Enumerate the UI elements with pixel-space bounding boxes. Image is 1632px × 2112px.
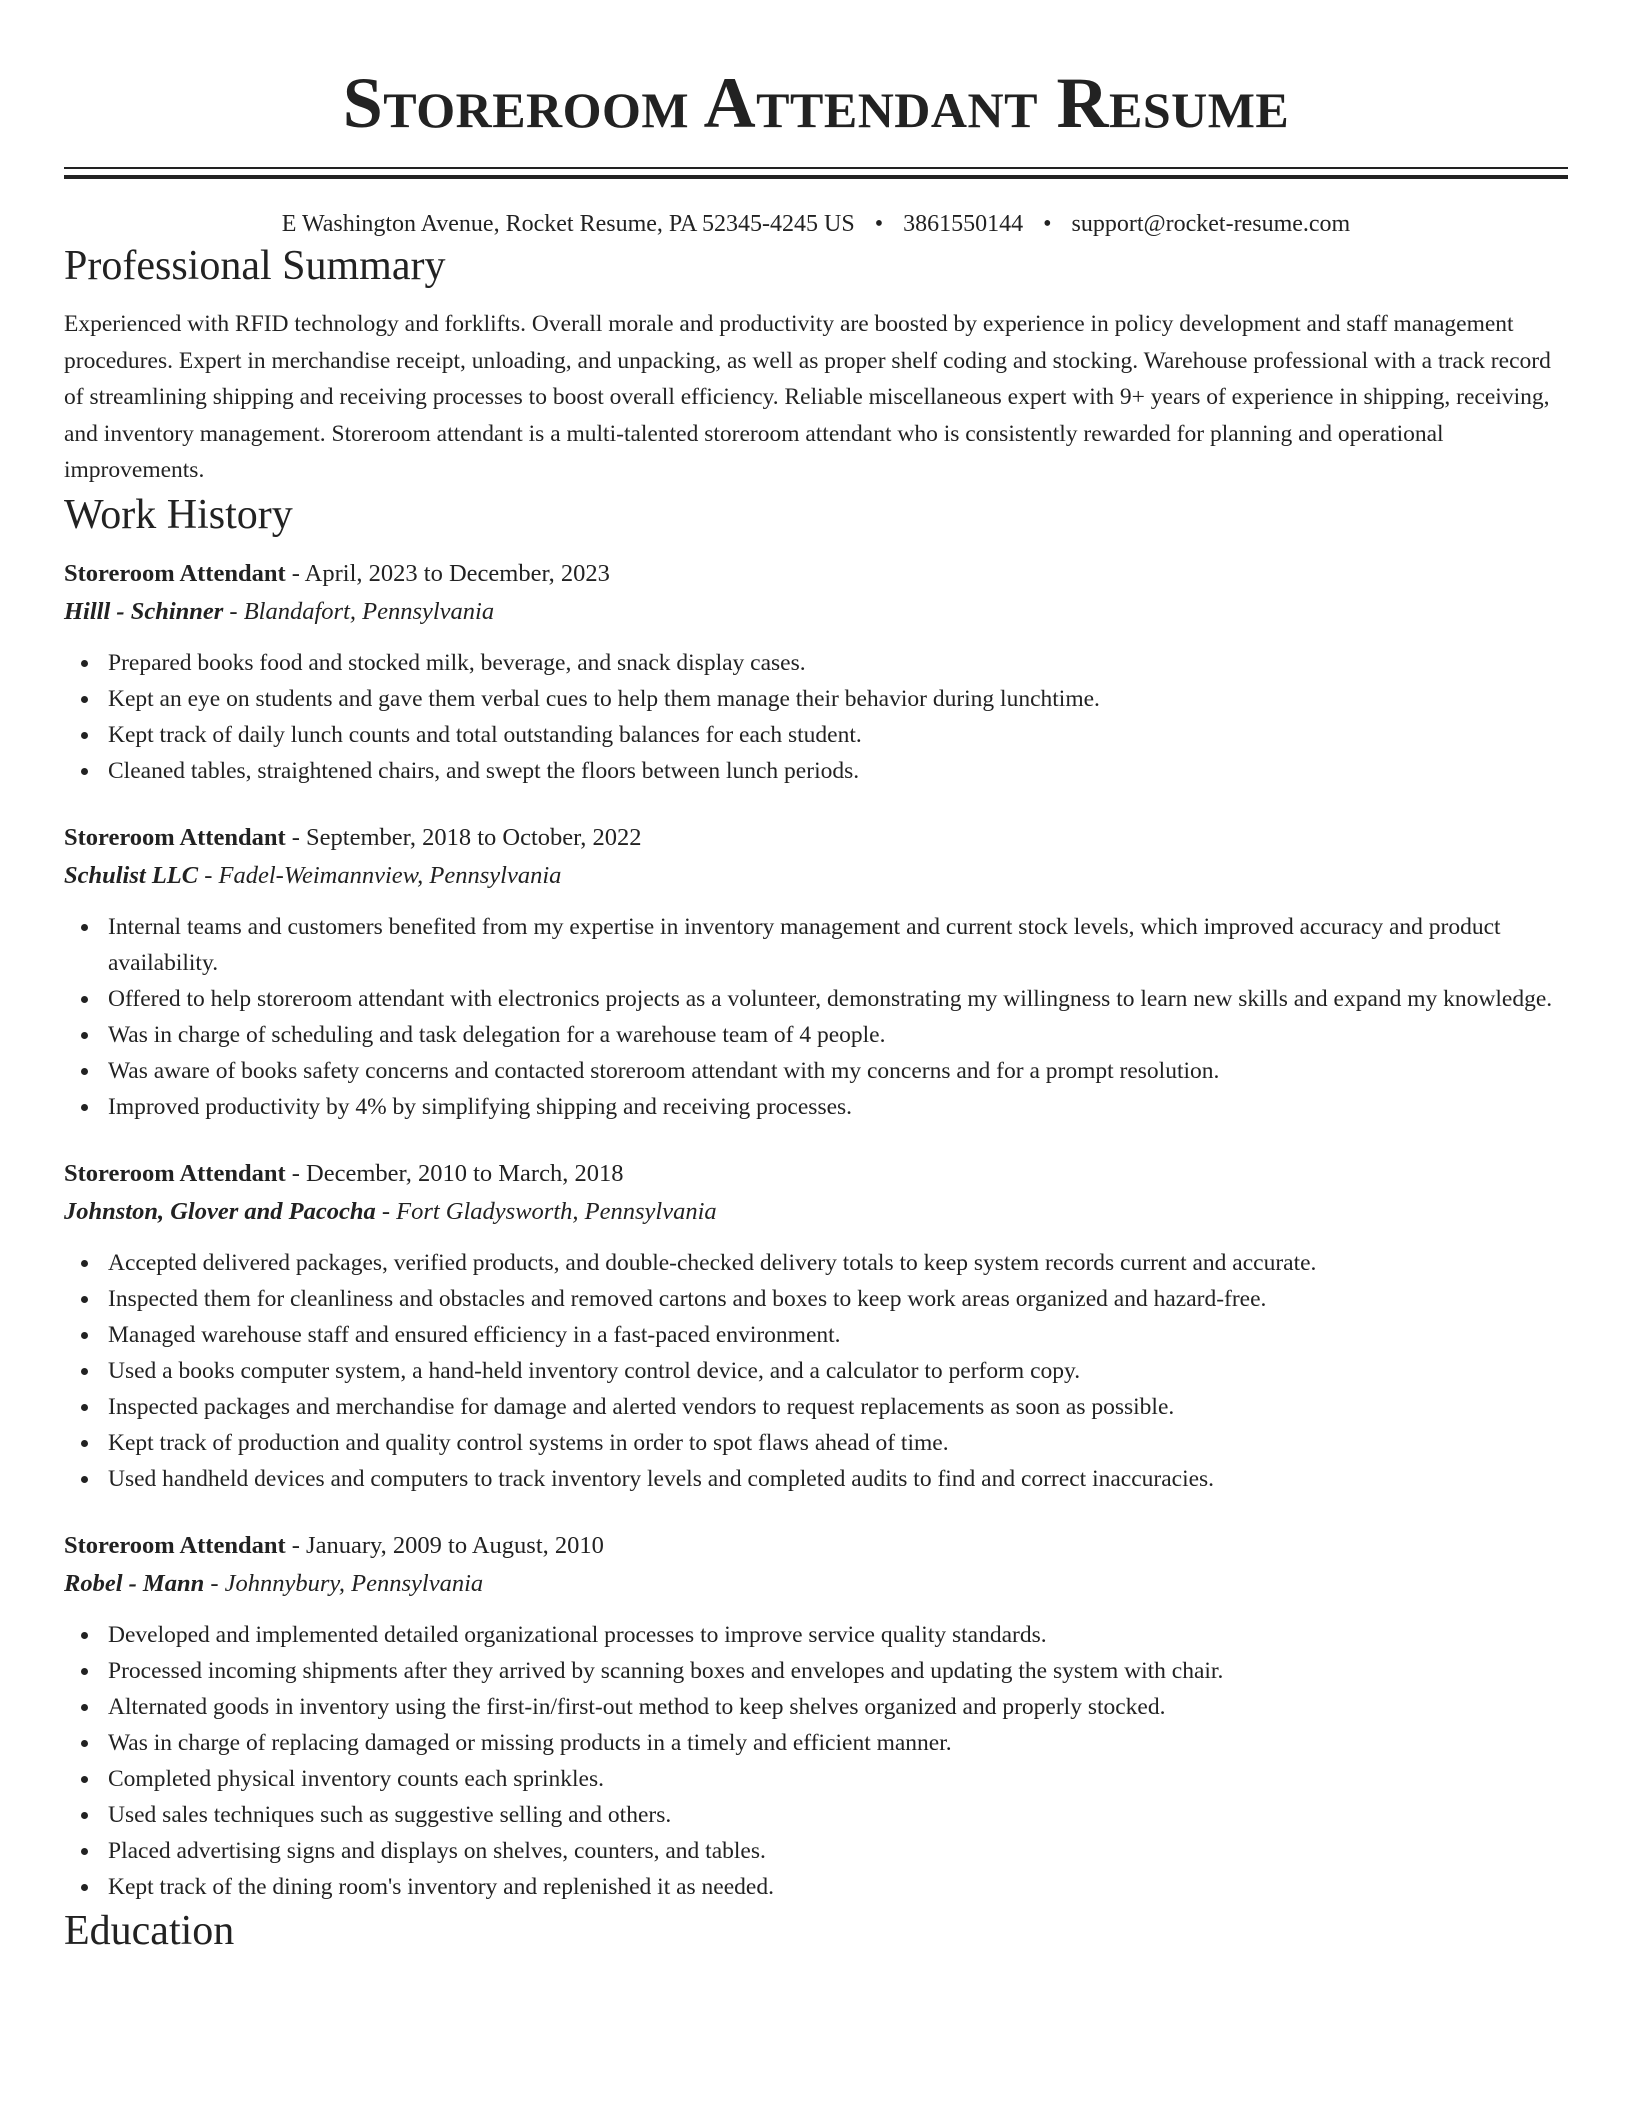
job-bullet-item: [108, 1617, 1568, 1653]
work-history-heading: Work History: [64, 491, 293, 538]
job-company-line: [64, 857, 1568, 895]
job-bullet-list: [64, 1617, 1568, 1905]
bullet-icon: [81, 1068, 88, 1075]
bullet-icon: [81, 1032, 88, 1039]
resume-title: Storeroom Attendant Resume: [342, 63, 1290, 143]
job-bullet-text: Inspected packages and merchandise for damage and alerted vendors to request replacements as soon as possible.: [108, 1393, 1175, 1420]
job-bullet-item: [108, 1089, 1568, 1125]
contact-phone: 3861550144: [903, 211, 1024, 237]
job-bullet-item: [108, 1797, 1568, 1833]
job-bullet-item: [108, 1245, 1568, 1281]
job-title-line: [64, 555, 1568, 593]
job-bullet-list: [64, 645, 1568, 789]
job-company: Robel - Mann: [64, 1569, 205, 1597]
job-bullet-item: [108, 909, 1568, 981]
job-location: - Blandafort, Pennsylvania: [223, 597, 495, 625]
job-bullet-item: [108, 1017, 1568, 1053]
bullet-icon: [81, 1296, 88, 1303]
job-bullet-list: [64, 909, 1568, 1125]
contact-separator: •: [874, 211, 884, 237]
title-divider-thin: [64, 167, 1568, 169]
bullet-icon: [81, 1740, 88, 1747]
bullet-icon: [81, 1404, 88, 1411]
job-title-line: [64, 1155, 1568, 1193]
job-dates: - April, 2023 to December, 2023: [285, 559, 610, 587]
job-entry: [64, 1155, 1568, 1497]
job-bullet-text: Kept an eye on students and gave them verbal cues to help them manage their behavior during lunchtime.: [108, 685, 1100, 712]
job-company-line: [64, 593, 1568, 631]
bullet-icon: [81, 696, 88, 703]
job-company-line: [64, 1193, 1568, 1231]
job-dates: - December, 2010 to March, 2018: [285, 1159, 624, 1187]
job-bullet-item: [108, 1461, 1568, 1497]
job-bullet-list: [64, 1245, 1568, 1497]
bullet-icon: [81, 1668, 88, 1675]
bullet-icon: [81, 1776, 88, 1783]
job-bullet-text: Was aware of books safety concerns and contacted storeroom attendant with my concerns and for a prompt resolution.: [108, 1057, 1220, 1084]
job-bullet-item: [108, 681, 1568, 717]
job-location: - Fort Gladysworth, Pennsylvania: [375, 1197, 717, 1225]
job-entry: [64, 819, 1568, 1125]
job-bullet-text: Inspected them for cleanliness and obstacles and removed cartons and boxes to keep work areas organized and hazard-free.: [108, 1285, 1267, 1312]
job-bullet-text: Cleaned tables, straightened chairs, and swept the floors between lunch periods.: [108, 757, 860, 784]
job-bullet-text: Prepared books food and stocked milk, beverage, and snack display cases.: [108, 649, 806, 676]
job-bullet-text: Placed advertising signs and displays on shelves, counters, and tables.: [108, 1837, 766, 1864]
job-location: - Fadel-Weimannview, Pennsylvania: [198, 861, 562, 889]
bullet-icon: [81, 768, 88, 775]
bullet-icon: [81, 924, 88, 931]
job-dates: - January, 2009 to August, 2010: [285, 1531, 604, 1559]
job-bullet-text: Accepted delivered packages, verified products, and double-checked delivery totals to keep system records current and accurate.: [108, 1249, 1317, 1276]
bullet-icon: [81, 1260, 88, 1267]
job-bullet-text: Used a books computer system, a hand-held inventory control device, and a calculator to perform copy.: [108, 1357, 1081, 1384]
bullet-icon: [81, 1812, 88, 1819]
resume-page: [64, 0, 1568, 1957]
job-bullet-item: [108, 1653, 1568, 1689]
bullet-icon: [81, 1632, 88, 1639]
job-company-line: [64, 1565, 1568, 1603]
job-bullet-text: Used handheld devices and computers to track inventory levels and completed audits to find and correct inaccuracies.: [108, 1465, 1215, 1492]
contact-address: E Washington Avenue, Rocket Resume, PA 52345-4245 US: [281, 211, 855, 237]
contact-email: support@rocket-resume.com: [1071, 211, 1351, 237]
job-title: Storeroom Attendant: [64, 1159, 286, 1187]
job-bullet-item: [108, 717, 1568, 753]
job-bullet-item: [108, 1317, 1568, 1353]
job-bullet-text: Developed and implemented detailed organizational processes to improve service quality standards.: [108, 1621, 1047, 1648]
job-bullet-text: Alternated goods in inventory using the first-in/first-out method to keep shelves organized and properly stocked.: [108, 1693, 1166, 1720]
job-bullet-text: Was in charge of scheduling and task delegation for a warehouse team of 4 people.: [108, 1021, 886, 1048]
bullet-icon: [81, 1848, 88, 1855]
job-bullet-item: [108, 1281, 1568, 1317]
job-location: - Johnnybury, Pennsylvania: [204, 1569, 484, 1597]
job-bullet-item: [108, 1869, 1568, 1905]
bullet-icon: [81, 996, 88, 1003]
summary-text: Experienced with RFID technology and forklifts. Overall morale and productivity are boosted by experience in policy development and staff management procedures. Expert in merchandise receipt, unloading, and unpacking, as well as proper shelf coding and stocking. Warehouse professional with a track record of streamlining shipping and receiving processes to boost overall efficiency. Reliable miscellaneous expert with 9+ years of experience in shipping, receiving, and inventory management. Storeroom attendant is a multi-talented storeroom attendant who is consistently rewarded for planning and operational improvements.: [64, 311, 1551, 483]
job-company: Schulist LLC: [64, 861, 199, 889]
job-title: Storeroom Attendant: [64, 559, 286, 587]
job-bullet-text: Processed incoming shipments after they arrived by scanning boxes and envelopes and updating the system with chair.: [108, 1657, 1224, 1684]
summary-heading: Professional Summary: [64, 243, 446, 289]
job-title-line: [64, 1527, 1568, 1565]
job-entry: [64, 555, 1568, 789]
bullet-icon: [81, 1332, 88, 1339]
job-title: Storeroom Attendant: [64, 823, 286, 851]
bullet-icon: [81, 1104, 88, 1111]
job-bullet-text: Was in charge of replacing damaged or missing products in a timely and efficient manner.: [108, 1729, 952, 1756]
job-bullet-text: Internal teams and customers benefited from my expertise in inventory management and current stock levels, which improved accuracy and product availability.: [108, 913, 1501, 976]
bullet-icon: [81, 1440, 88, 1447]
education-heading: Education: [64, 1907, 235, 1954]
job-bullet-item: [108, 1053, 1568, 1089]
job-bullet-text: Kept track of daily lunch counts and total outstanding balances for each student.: [108, 721, 862, 748]
job-title: Storeroom Attendant: [64, 1531, 286, 1559]
bullet-icon: [81, 732, 88, 739]
job-bullet-item: [108, 1833, 1568, 1869]
job-title-line: [64, 819, 1568, 857]
job-bullet-text: Improved productivity by 4% by simplifying shipping and receiving processes.: [108, 1093, 853, 1120]
job-bullet-text: Offered to help storeroom attendant with electronics projects as a volunteer, demonstrating my willingness to learn new skills and expand my knowledge.: [108, 985, 1553, 1012]
job-bullet-item: [108, 981, 1568, 1017]
job-bullet-item: [108, 1725, 1568, 1761]
bullet-icon: [81, 1884, 88, 1891]
job-company: Johnston, Glover and Pacocha: [64, 1197, 376, 1225]
job-bullet-text: Used sales techniques such as suggestive selling and others.: [108, 1801, 672, 1828]
job-bullet-text: Completed physical inventory counts each sprinkles.: [108, 1765, 605, 1792]
contact-line: [64, 208, 1568, 240]
job-dates: - September, 2018 to October, 2022: [285, 823, 642, 851]
job-bullet-item: [108, 1425, 1568, 1461]
job-bullet-item: [108, 1761, 1568, 1797]
job-bullet-text: Managed warehouse staff and ensured efficiency in a fast-paced environment.: [108, 1321, 841, 1348]
job-entry: [64, 1527, 1568, 1905]
job-bullet-item: [108, 1353, 1568, 1389]
bullet-icon: [81, 1704, 88, 1711]
bullet-icon: [81, 1368, 88, 1375]
title-divider-thick: [64, 175, 1568, 179]
job-bullet-text: Kept track of production and quality control systems in order to spot flaws ahead of time.: [108, 1429, 949, 1456]
work-history-list: [64, 555, 1568, 1905]
contact-separator: •: [1043, 211, 1052, 237]
job-company: Hilll - Schinner: [64, 597, 224, 625]
bullet-icon: [81, 1476, 88, 1483]
job-bullet-text: Kept track of the dining room's inventory and replenished it as needed.: [108, 1873, 774, 1900]
job-bullet-item: [108, 753, 1568, 789]
job-bullet-item: [108, 1689, 1568, 1725]
job-bullet-item: [108, 645, 1568, 681]
bullet-icon: [81, 660, 88, 667]
job-bullet-item: [108, 1389, 1568, 1425]
